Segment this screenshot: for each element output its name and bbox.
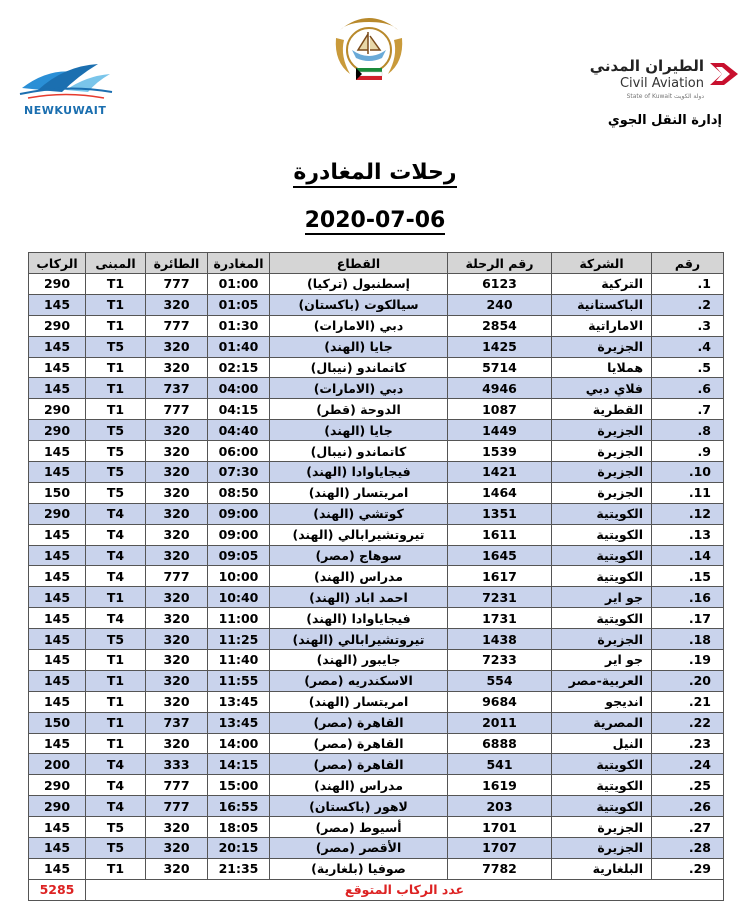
cell-departure-time: 04:15 bbox=[208, 399, 270, 420]
cell-airline: الكويتية bbox=[552, 754, 652, 775]
cell-sector: فيجاياوادا (الهند) bbox=[270, 608, 448, 629]
cell-passengers: 145 bbox=[29, 441, 86, 462]
table-row bbox=[29, 817, 724, 838]
civil-aviation-logo bbox=[589, 55, 740, 105]
cell-sector: القاهرة (مصر) bbox=[270, 712, 448, 733]
newkuwait-logo bbox=[18, 58, 114, 120]
table-row bbox=[29, 336, 724, 357]
col-header-number: رقم bbox=[652, 253, 724, 274]
cell-passengers: 290 bbox=[29, 420, 86, 441]
cell-departure-time: 08:50 bbox=[208, 482, 270, 503]
table-row bbox=[29, 524, 724, 545]
cell-number: 27. bbox=[652, 817, 724, 838]
cell-terminal: T1 bbox=[86, 650, 146, 671]
cell-airline: الكويتية bbox=[552, 566, 652, 587]
cell-aircraft: 777 bbox=[146, 796, 208, 817]
table-row bbox=[29, 420, 724, 441]
cell-terminal: T4 bbox=[86, 524, 146, 545]
cell-airline: الباكستانية bbox=[552, 294, 652, 315]
cell-aircraft: 320 bbox=[146, 357, 208, 378]
cell-flight-number: 6123 bbox=[448, 274, 552, 295]
cell-airline: البلغارية bbox=[552, 858, 652, 879]
cell-flight-number: 1421 bbox=[448, 462, 552, 483]
table-row bbox=[29, 838, 724, 859]
total-passengers: 5285 bbox=[29, 879, 86, 900]
cell-flight-number: 203 bbox=[448, 796, 552, 817]
cell-airline: الجزيرة bbox=[552, 441, 652, 462]
cell-airline: الجزيرة bbox=[552, 420, 652, 441]
cell-passengers: 145 bbox=[29, 691, 86, 712]
cell-airline: جو اير bbox=[552, 587, 652, 608]
cell-terminal: T1 bbox=[86, 691, 146, 712]
table-row bbox=[29, 566, 724, 587]
cell-flight-number: 9684 bbox=[448, 691, 552, 712]
newkuwait-text: NEWKUWAIT bbox=[24, 104, 107, 117]
civil-aviation-subtitle: State of Kuwait دولة الكويت bbox=[626, 93, 704, 100]
cell-passengers: 145 bbox=[29, 608, 86, 629]
cell-number: 10. bbox=[652, 462, 724, 483]
cell-passengers: 145 bbox=[29, 524, 86, 545]
cell-sector: جايا (الهند) bbox=[270, 336, 448, 357]
cell-departure-time: 18:05 bbox=[208, 817, 270, 838]
col-header-departure-time: المغادرة bbox=[208, 253, 270, 274]
cell-flight-number: 1464 bbox=[448, 482, 552, 503]
cell-number: 15. bbox=[652, 566, 724, 587]
cell-terminal: T4 bbox=[86, 775, 146, 796]
cell-flight-number: 1617 bbox=[448, 566, 552, 587]
cell-number: 8. bbox=[652, 420, 724, 441]
cell-sector: صوفيا (بلغارية) bbox=[270, 858, 448, 879]
kuwait-emblem-icon bbox=[330, 10, 408, 88]
cell-passengers: 290 bbox=[29, 274, 86, 295]
cell-flight-number: 1701 bbox=[448, 817, 552, 838]
cell-passengers: 145 bbox=[29, 462, 86, 483]
cell-airline: الجزيرة bbox=[552, 838, 652, 859]
cell-flight-number: 2011 bbox=[448, 712, 552, 733]
cell-airline: الكويتية bbox=[552, 524, 652, 545]
table-row bbox=[29, 441, 724, 462]
cell-flight-number: 1438 bbox=[448, 629, 552, 650]
cell-departure-time: 07:30 bbox=[208, 462, 270, 483]
table-row bbox=[29, 796, 724, 817]
cell-airline: الكويتية bbox=[552, 608, 652, 629]
cell-passengers: 145 bbox=[29, 545, 86, 566]
cell-airline: الكويتية bbox=[552, 796, 652, 817]
cell-number: 5. bbox=[652, 357, 724, 378]
table-header-row bbox=[29, 253, 724, 274]
cell-passengers: 145 bbox=[29, 357, 86, 378]
page-title bbox=[0, 160, 750, 185]
cell-sector: احمد اباد (الهند) bbox=[270, 587, 448, 608]
cell-departure-time: 04:40 bbox=[208, 420, 270, 441]
cell-terminal: T5 bbox=[86, 462, 146, 483]
cell-flight-number: 1619 bbox=[448, 775, 552, 796]
cell-aircraft: 320 bbox=[146, 838, 208, 859]
cell-flight-number: 5714 bbox=[448, 357, 552, 378]
table-row bbox=[29, 274, 724, 295]
cell-airline: التركية bbox=[552, 274, 652, 295]
report-date-text: 2020-07-06 bbox=[304, 208, 446, 233]
cell-flight-number: 1087 bbox=[448, 399, 552, 420]
cell-number: 24. bbox=[652, 754, 724, 775]
cell-passengers: 150 bbox=[29, 712, 86, 733]
cell-terminal: T1 bbox=[86, 712, 146, 733]
cell-flight-number: 1449 bbox=[448, 420, 552, 441]
cell-sector: الأقصر (مصر) bbox=[270, 838, 448, 859]
col-header-terminal: المبنى bbox=[86, 253, 146, 274]
cell-number: 3. bbox=[652, 315, 724, 336]
cell-terminal: T1 bbox=[86, 733, 146, 754]
cell-airline: الجزيرة bbox=[552, 629, 652, 650]
cell-aircraft: 320 bbox=[146, 650, 208, 671]
col-header-airline: الشركة bbox=[552, 253, 652, 274]
cell-passengers: 145 bbox=[29, 733, 86, 754]
cell-passengers: 145 bbox=[29, 670, 86, 691]
cell-aircraft: 320 bbox=[146, 587, 208, 608]
col-header-passengers: الركاب bbox=[29, 253, 86, 274]
cell-passengers: 145 bbox=[29, 336, 86, 357]
cell-flight-number: 1645 bbox=[448, 545, 552, 566]
total-row bbox=[29, 879, 724, 900]
cell-departure-time: 14:15 bbox=[208, 754, 270, 775]
cell-terminal: T1 bbox=[86, 378, 146, 399]
cell-sector: امريتسار (الهند) bbox=[270, 482, 448, 503]
cell-airline: الكويتية bbox=[552, 775, 652, 796]
cell-aircraft: 737 bbox=[146, 378, 208, 399]
cell-number: 14. bbox=[652, 545, 724, 566]
cell-terminal: T5 bbox=[86, 441, 146, 462]
cell-sector: فيجاياوادا (الهند) bbox=[270, 462, 448, 483]
cell-flight-number: 1539 bbox=[448, 441, 552, 462]
cell-flight-number: 240 bbox=[448, 294, 552, 315]
cell-departure-time: 11:55 bbox=[208, 670, 270, 691]
cell-terminal: T1 bbox=[86, 858, 146, 879]
table-row bbox=[29, 357, 724, 378]
cell-flight-number: 1351 bbox=[448, 503, 552, 524]
cell-terminal: T4 bbox=[86, 608, 146, 629]
cell-terminal: T5 bbox=[86, 817, 146, 838]
cell-number: 7. bbox=[652, 399, 724, 420]
table-row bbox=[29, 608, 724, 629]
cell-terminal: T5 bbox=[86, 482, 146, 503]
cell-aircraft: 320 bbox=[146, 462, 208, 483]
cell-airline: المصرية bbox=[552, 712, 652, 733]
cell-flight-number: 541 bbox=[448, 754, 552, 775]
cell-sector: القاهرة (مصر) bbox=[270, 754, 448, 775]
cell-number: 16. bbox=[652, 587, 724, 608]
cell-airline: الجزيرة bbox=[552, 462, 652, 483]
cell-passengers: 145 bbox=[29, 817, 86, 838]
cell-terminal: T1 bbox=[86, 315, 146, 336]
table-row bbox=[29, 587, 724, 608]
cell-aircraft: 777 bbox=[146, 274, 208, 295]
table-row bbox=[29, 545, 724, 566]
table-row bbox=[29, 482, 724, 503]
civil-aviation-arrow-icon bbox=[708, 61, 740, 87]
cell-sector: أسيوط (مصر) bbox=[270, 817, 448, 838]
cell-aircraft: 737 bbox=[146, 712, 208, 733]
table-row bbox=[29, 462, 724, 483]
cell-terminal: T5 bbox=[86, 629, 146, 650]
cell-terminal: T1 bbox=[86, 274, 146, 295]
cell-departure-time: 01:00 bbox=[208, 274, 270, 295]
cell-passengers: 145 bbox=[29, 587, 86, 608]
table-row bbox=[29, 650, 724, 671]
cell-passengers: 145 bbox=[29, 858, 86, 879]
cell-sector: سوهاج (مصر) bbox=[270, 545, 448, 566]
table-row bbox=[29, 733, 724, 754]
cell-departure-time: 10:00 bbox=[208, 566, 270, 587]
cell-sector: سيالكوت (باكستان) bbox=[270, 294, 448, 315]
cell-departure-time: 01:30 bbox=[208, 315, 270, 336]
civil-aviation-arabic: الطيران المدني bbox=[589, 57, 704, 75]
newkuwait-sails-icon bbox=[18, 58, 114, 104]
cell-sector: تيروتشيرابالي (الهند) bbox=[270, 524, 448, 545]
table-row bbox=[29, 629, 724, 650]
cell-flight-number: 4946 bbox=[448, 378, 552, 399]
cell-departure-time: 11:00 bbox=[208, 608, 270, 629]
departures-table bbox=[28, 252, 724, 901]
cell-number: 17. bbox=[652, 608, 724, 629]
cell-departure-time: 13:45 bbox=[208, 691, 270, 712]
cell-aircraft: 320 bbox=[146, 545, 208, 566]
table-row bbox=[29, 858, 724, 879]
cell-sector: امريتسار (الهند) bbox=[270, 691, 448, 712]
cell-flight-number: 7782 bbox=[448, 858, 552, 879]
cell-departure-time: 01:05 bbox=[208, 294, 270, 315]
cell-terminal: T4 bbox=[86, 503, 146, 524]
table-row bbox=[29, 503, 724, 524]
cell-aircraft: 320 bbox=[146, 629, 208, 650]
cell-passengers: 290 bbox=[29, 399, 86, 420]
cell-departure-time: 10:40 bbox=[208, 587, 270, 608]
cell-sector: الدوحة (قطر) bbox=[270, 399, 448, 420]
cell-sector: جايبور (الهند) bbox=[270, 650, 448, 671]
cell-terminal: T4 bbox=[86, 566, 146, 587]
table-row bbox=[29, 670, 724, 691]
cell-passengers: 145 bbox=[29, 838, 86, 859]
cell-departure-time: 20:15 bbox=[208, 838, 270, 859]
cell-number: 23. bbox=[652, 733, 724, 754]
cell-number: 1. bbox=[652, 274, 724, 295]
cell-number: 9. bbox=[652, 441, 724, 462]
cell-terminal: T5 bbox=[86, 336, 146, 357]
cell-flight-number: 1707 bbox=[448, 838, 552, 859]
col-header-flight-number: رقم الرحلة bbox=[448, 253, 552, 274]
cell-number: 13. bbox=[652, 524, 724, 545]
col-header-sector: القطاع bbox=[270, 253, 448, 274]
cell-sector: جايا (الهند) bbox=[270, 420, 448, 441]
cell-number: 19. bbox=[652, 650, 724, 671]
cell-terminal: T4 bbox=[86, 545, 146, 566]
cell-passengers: 290 bbox=[29, 775, 86, 796]
cell-flight-number: 7233 bbox=[448, 650, 552, 671]
col-header-aircraft: الطائرة bbox=[146, 253, 208, 274]
table-row bbox=[29, 691, 724, 712]
cell-terminal: T4 bbox=[86, 754, 146, 775]
cell-flight-number: 554 bbox=[448, 670, 552, 691]
cell-number: 26. bbox=[652, 796, 724, 817]
kuwait-emblem bbox=[330, 10, 408, 88]
table-body bbox=[29, 274, 724, 901]
cell-terminal: T1 bbox=[86, 670, 146, 691]
cell-departure-time: 06:00 bbox=[208, 441, 270, 462]
cell-airline: جو اير bbox=[552, 650, 652, 671]
cell-aircraft: 777 bbox=[146, 775, 208, 796]
cell-number: 6. bbox=[652, 378, 724, 399]
civil-aviation-english: Civil Aviation bbox=[619, 76, 704, 91]
cell-passengers: 290 bbox=[29, 315, 86, 336]
cell-airline: الجزيرة bbox=[552, 817, 652, 838]
table-row bbox=[29, 754, 724, 775]
cell-sector: كاتماندو (نيبال) bbox=[270, 357, 448, 378]
cell-airline: الكويتية bbox=[552, 545, 652, 566]
cell-flight-number: 2854 bbox=[448, 315, 552, 336]
cell-terminal: T5 bbox=[86, 420, 146, 441]
cell-flight-number: 6888 bbox=[448, 733, 552, 754]
cell-passengers: 145 bbox=[29, 566, 86, 587]
cell-aircraft: 320 bbox=[146, 608, 208, 629]
cell-airline: الاماراتية bbox=[552, 315, 652, 336]
cell-departure-time: 16:55 bbox=[208, 796, 270, 817]
cell-number: 29. bbox=[652, 858, 724, 879]
cell-number: 12. bbox=[652, 503, 724, 524]
cell-aircraft: 320 bbox=[146, 503, 208, 524]
cell-aircraft: 333 bbox=[146, 754, 208, 775]
table-header bbox=[29, 253, 724, 274]
table-row bbox=[29, 712, 724, 733]
cell-departure-time: 01:40 bbox=[208, 336, 270, 357]
cell-departure-time: 11:40 bbox=[208, 650, 270, 671]
table-row bbox=[29, 315, 724, 336]
cell-aircraft: 320 bbox=[146, 336, 208, 357]
cell-number: 28. bbox=[652, 838, 724, 859]
cell-sector: دبي (الامارات) bbox=[270, 315, 448, 336]
cell-number: 2. bbox=[652, 294, 724, 315]
cell-sector: مدراس (الهند) bbox=[270, 775, 448, 796]
cell-departure-time: 09:00 bbox=[208, 524, 270, 545]
cell-sector: دبي (الامارات) bbox=[270, 378, 448, 399]
cell-departure-time: 14:00 bbox=[208, 733, 270, 754]
cell-passengers: 200 bbox=[29, 754, 86, 775]
cell-aircraft: 320 bbox=[146, 441, 208, 462]
cell-sector: إسطنبول (تركيا) bbox=[270, 274, 448, 295]
cell-passengers: 290 bbox=[29, 503, 86, 524]
cell-number: 22. bbox=[652, 712, 724, 733]
cell-airline: الجزيرة bbox=[552, 336, 652, 357]
cell-passengers: 150 bbox=[29, 482, 86, 503]
cell-airline: الكويتية bbox=[552, 503, 652, 524]
total-label: عدد الركاب المتوقع bbox=[86, 879, 724, 900]
cell-number: 21. bbox=[652, 691, 724, 712]
cell-aircraft: 320 bbox=[146, 482, 208, 503]
cell-number: 20. bbox=[652, 670, 724, 691]
cell-number: 11. bbox=[652, 482, 724, 503]
cell-aircraft: 320 bbox=[146, 420, 208, 441]
cell-departure-time: 09:00 bbox=[208, 503, 270, 524]
cell-sector: مدراس (الهند) bbox=[270, 566, 448, 587]
cell-airline: الجزيرة bbox=[552, 482, 652, 503]
cell-aircraft: 777 bbox=[146, 399, 208, 420]
cell-passengers: 145 bbox=[29, 629, 86, 650]
cell-aircraft: 777 bbox=[146, 566, 208, 587]
cell-number: 18. bbox=[652, 629, 724, 650]
cell-departure-time: 21:35 bbox=[208, 858, 270, 879]
cell-airline: القطرية bbox=[552, 399, 652, 420]
table-row bbox=[29, 378, 724, 399]
report-date bbox=[0, 208, 750, 233]
cell-number: 25. bbox=[652, 775, 724, 796]
cell-aircraft: 320 bbox=[146, 524, 208, 545]
cell-aircraft: 320 bbox=[146, 294, 208, 315]
cell-passengers: 145 bbox=[29, 378, 86, 399]
cell-aircraft: 320 bbox=[146, 691, 208, 712]
cell-flight-number: 1611 bbox=[448, 524, 552, 545]
table-row bbox=[29, 294, 724, 315]
cell-airline: فلاي دبي bbox=[552, 378, 652, 399]
cell-terminal: T1 bbox=[86, 357, 146, 378]
cell-terminal: T1 bbox=[86, 587, 146, 608]
cell-aircraft: 320 bbox=[146, 670, 208, 691]
cell-departure-time: 11:25 bbox=[208, 629, 270, 650]
cell-passengers: 145 bbox=[29, 294, 86, 315]
cell-departure-time: 04:00 bbox=[208, 378, 270, 399]
cell-terminal: T5 bbox=[86, 838, 146, 859]
page-title-text: رحلات المغادرة bbox=[293, 160, 456, 188]
cell-number: 4. bbox=[652, 336, 724, 357]
cell-departure-time: 02:15 bbox=[208, 357, 270, 378]
cell-aircraft: 777 bbox=[146, 315, 208, 336]
cell-flight-number: 7231 bbox=[448, 587, 552, 608]
department-name: إدارة النقل الجوي bbox=[607, 113, 722, 128]
cell-passengers: 290 bbox=[29, 796, 86, 817]
cell-aircraft: 320 bbox=[146, 817, 208, 838]
cell-departure-time: 13:45 bbox=[208, 712, 270, 733]
cell-sector: كاتماندو (نيبال) bbox=[270, 441, 448, 462]
cell-flight-number: 1731 bbox=[448, 608, 552, 629]
cell-terminal: T4 bbox=[86, 796, 146, 817]
cell-sector: الاسكندريه (مصر) bbox=[270, 670, 448, 691]
cell-airline: العربية-مصر bbox=[552, 670, 652, 691]
cell-flight-number: 1425 bbox=[448, 336, 552, 357]
cell-sector: لاهور (باكستان) bbox=[270, 796, 448, 817]
cell-departure-time: 09:05 bbox=[208, 545, 270, 566]
cell-terminal: T1 bbox=[86, 399, 146, 420]
cell-terminal: T1 bbox=[86, 294, 146, 315]
cell-passengers: 145 bbox=[29, 650, 86, 671]
table-row bbox=[29, 775, 724, 796]
cell-departure-time: 15:00 bbox=[208, 775, 270, 796]
cell-sector: تيروتشيرابالي (الهند) bbox=[270, 629, 448, 650]
cell-sector: كوتشي (الهند) bbox=[270, 503, 448, 524]
cell-airline: انديجو bbox=[552, 691, 652, 712]
cell-airline: النيل bbox=[552, 733, 652, 754]
cell-aircraft: 320 bbox=[146, 733, 208, 754]
cell-aircraft: 320 bbox=[146, 858, 208, 879]
cell-airline: هملايا bbox=[552, 357, 652, 378]
cell-sector: القاهرة (مصر) bbox=[270, 733, 448, 754]
table-row bbox=[29, 399, 724, 420]
